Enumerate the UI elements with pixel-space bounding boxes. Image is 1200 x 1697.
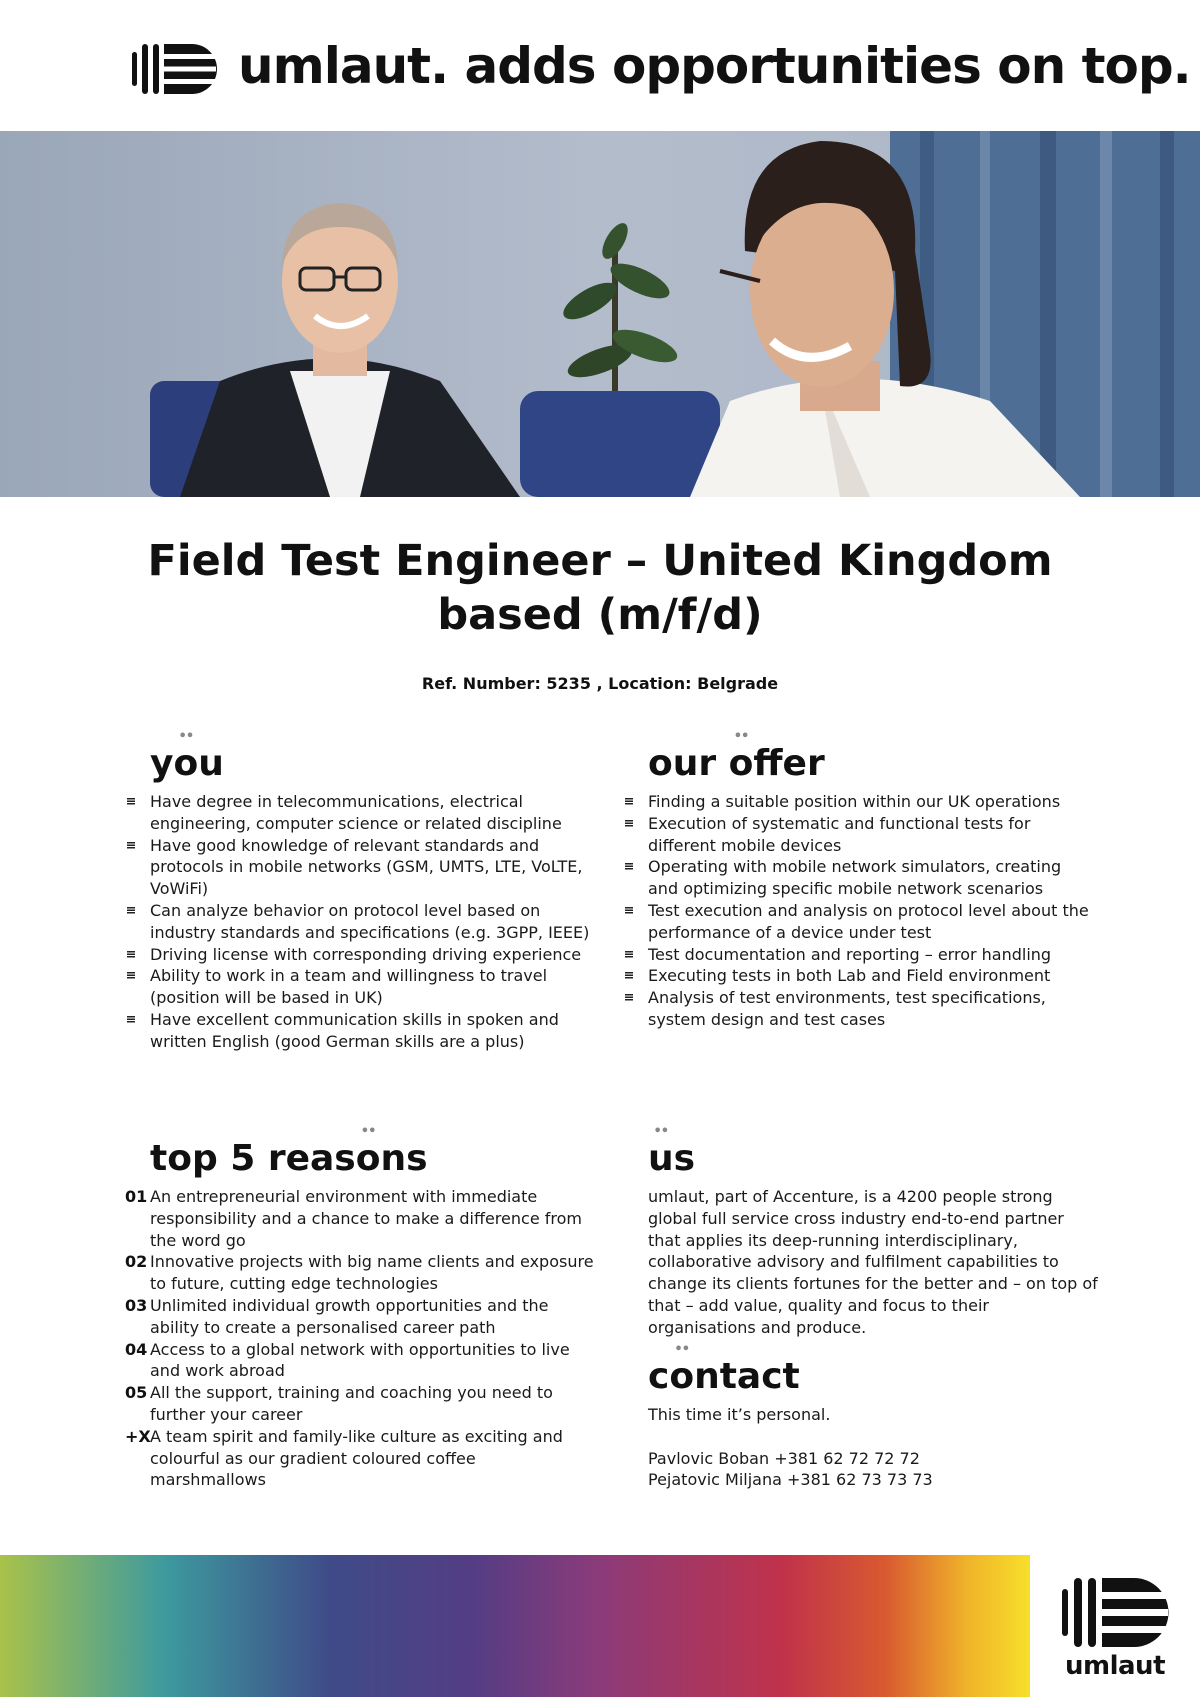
you-list xyxy=(125,791,595,1053)
reason-number: +X xyxy=(125,1426,151,1446)
footer-brand: umlaut xyxy=(1065,1651,1165,1681)
list-item xyxy=(125,1339,595,1383)
reason-text: Unlimited individual growth opportunities and the ability to create a personalised career path xyxy=(150,1295,549,1337)
list-item: Operating with mobile network simulators, creating and optimizing specific mobile network scenarios xyxy=(623,856,1093,900)
list-item: Have excellent communication skills in spoken and written English (good German skills are a plus) xyxy=(125,1009,595,1053)
spacer xyxy=(648,1426,1098,1448)
umlaut-logo-icon xyxy=(130,42,220,96)
job-title xyxy=(100,534,1100,642)
list-item: Analysis of test environments, test specifications, system design and test cases xyxy=(623,987,1093,1031)
list-item: Execution of systematic and functional tests for different mobile devices xyxy=(623,813,1093,857)
reason-number: 03 xyxy=(125,1295,148,1315)
gradient-bar xyxy=(0,1555,1030,1697)
list-item: Have degree in telecommunications, electrical engineering, computer science or related discipline xyxy=(125,791,595,835)
list-item: Finding a suitable position within our UK operations xyxy=(623,791,1093,813)
reason-text: Innovative projects with big name clients and exposure to future, cutting edge technologies xyxy=(150,1252,594,1294)
you-heading: y•• ou xyxy=(150,742,224,786)
reasons-list xyxy=(125,1186,595,1491)
list-item: Test execution and analysis on protocol level about the performance of a device under test xyxy=(623,900,1093,944)
list-item: Have good knowledge of relevant standards and protocols in mobile networks (GSM, UMTS, LTE, VoLTE, VoWiFi) xyxy=(125,835,595,900)
reason-number: 05 xyxy=(125,1383,148,1403)
list-item: Test documentation and reporting – error handling xyxy=(623,944,1093,966)
list-item: Can analyze behavior on protocol level based on industry standards and specifications (e.g. 3GPP, IEEE) xyxy=(125,900,595,944)
list-item xyxy=(125,1426,595,1491)
reason-text: An entrepreneurial environment with immediate responsibility and a chance to make a difference from the word go xyxy=(150,1187,582,1250)
us-text: umlaut, part of Accenture, is a 4200 people strong global full service cross industry end-to-end partner that applies its deep-running interdisciplinary, collaborative advisory and fulfilment capabilities to change its clients fortunes for the better and – on top of that – add value, quality and focus to their organisations and produce. xyxy=(648,1187,1098,1337)
job-title-line-2: based (m/f/d) xyxy=(437,590,763,640)
tagline: umlaut. adds opportunities on top. xyxy=(238,37,1191,95)
ref-location: Ref. Number: 5235 , Location: Belgrade xyxy=(421,674,779,693)
list-item: Ability to work in a team and willingness to travel (position will be based in UK) xyxy=(125,965,595,1009)
reason-text: A team spirit and family-like culture as exciting and colourful as our gradient coloured coffee marshmallows xyxy=(150,1426,563,1490)
list-item: Executing tests in both Lab and Field environment xyxy=(623,965,1093,987)
offer-list xyxy=(623,791,1093,1031)
job-title-line-1: Field Test Engineer – United Kingdom xyxy=(147,536,1053,586)
us-heading: •• us xyxy=(648,1137,695,1181)
contact-block xyxy=(648,1404,1098,1491)
list-item: Driving license with corresponding driving experience xyxy=(125,944,595,966)
reason-number: 01 xyxy=(125,1187,148,1206)
umlaut-logo-icon xyxy=(1060,1575,1170,1650)
list-item xyxy=(125,1382,595,1426)
reason-text: All the support, training and coaching you need to further your career xyxy=(150,1383,553,1424)
contact-person: Pavlovic Boban +381 62 72 72 72 xyxy=(648,1448,920,1468)
list-item xyxy=(125,1295,595,1339)
contact-person: Pejatovic Miljana +381 62 73 73 73 xyxy=(648,1470,933,1490)
contact-intro: This time it’s personal. xyxy=(648,1405,831,1424)
reason-text: Access to a global network with opportunities to live and work abroad xyxy=(150,1339,570,1381)
reason-number: 04 xyxy=(125,1339,148,1359)
hero-photo xyxy=(0,131,1200,497)
team-photo-illustration xyxy=(0,131,1200,497)
reasons-heading: top 5 reas•• ons xyxy=(150,1137,428,1181)
list-item xyxy=(125,1186,595,1251)
reason-number: 02 xyxy=(125,1252,148,1272)
contact-heading: c•• ontact xyxy=(648,1355,800,1399)
list-item xyxy=(125,1251,595,1295)
page-header xyxy=(0,0,1200,131)
offer-heading: our •• offer xyxy=(648,742,825,786)
